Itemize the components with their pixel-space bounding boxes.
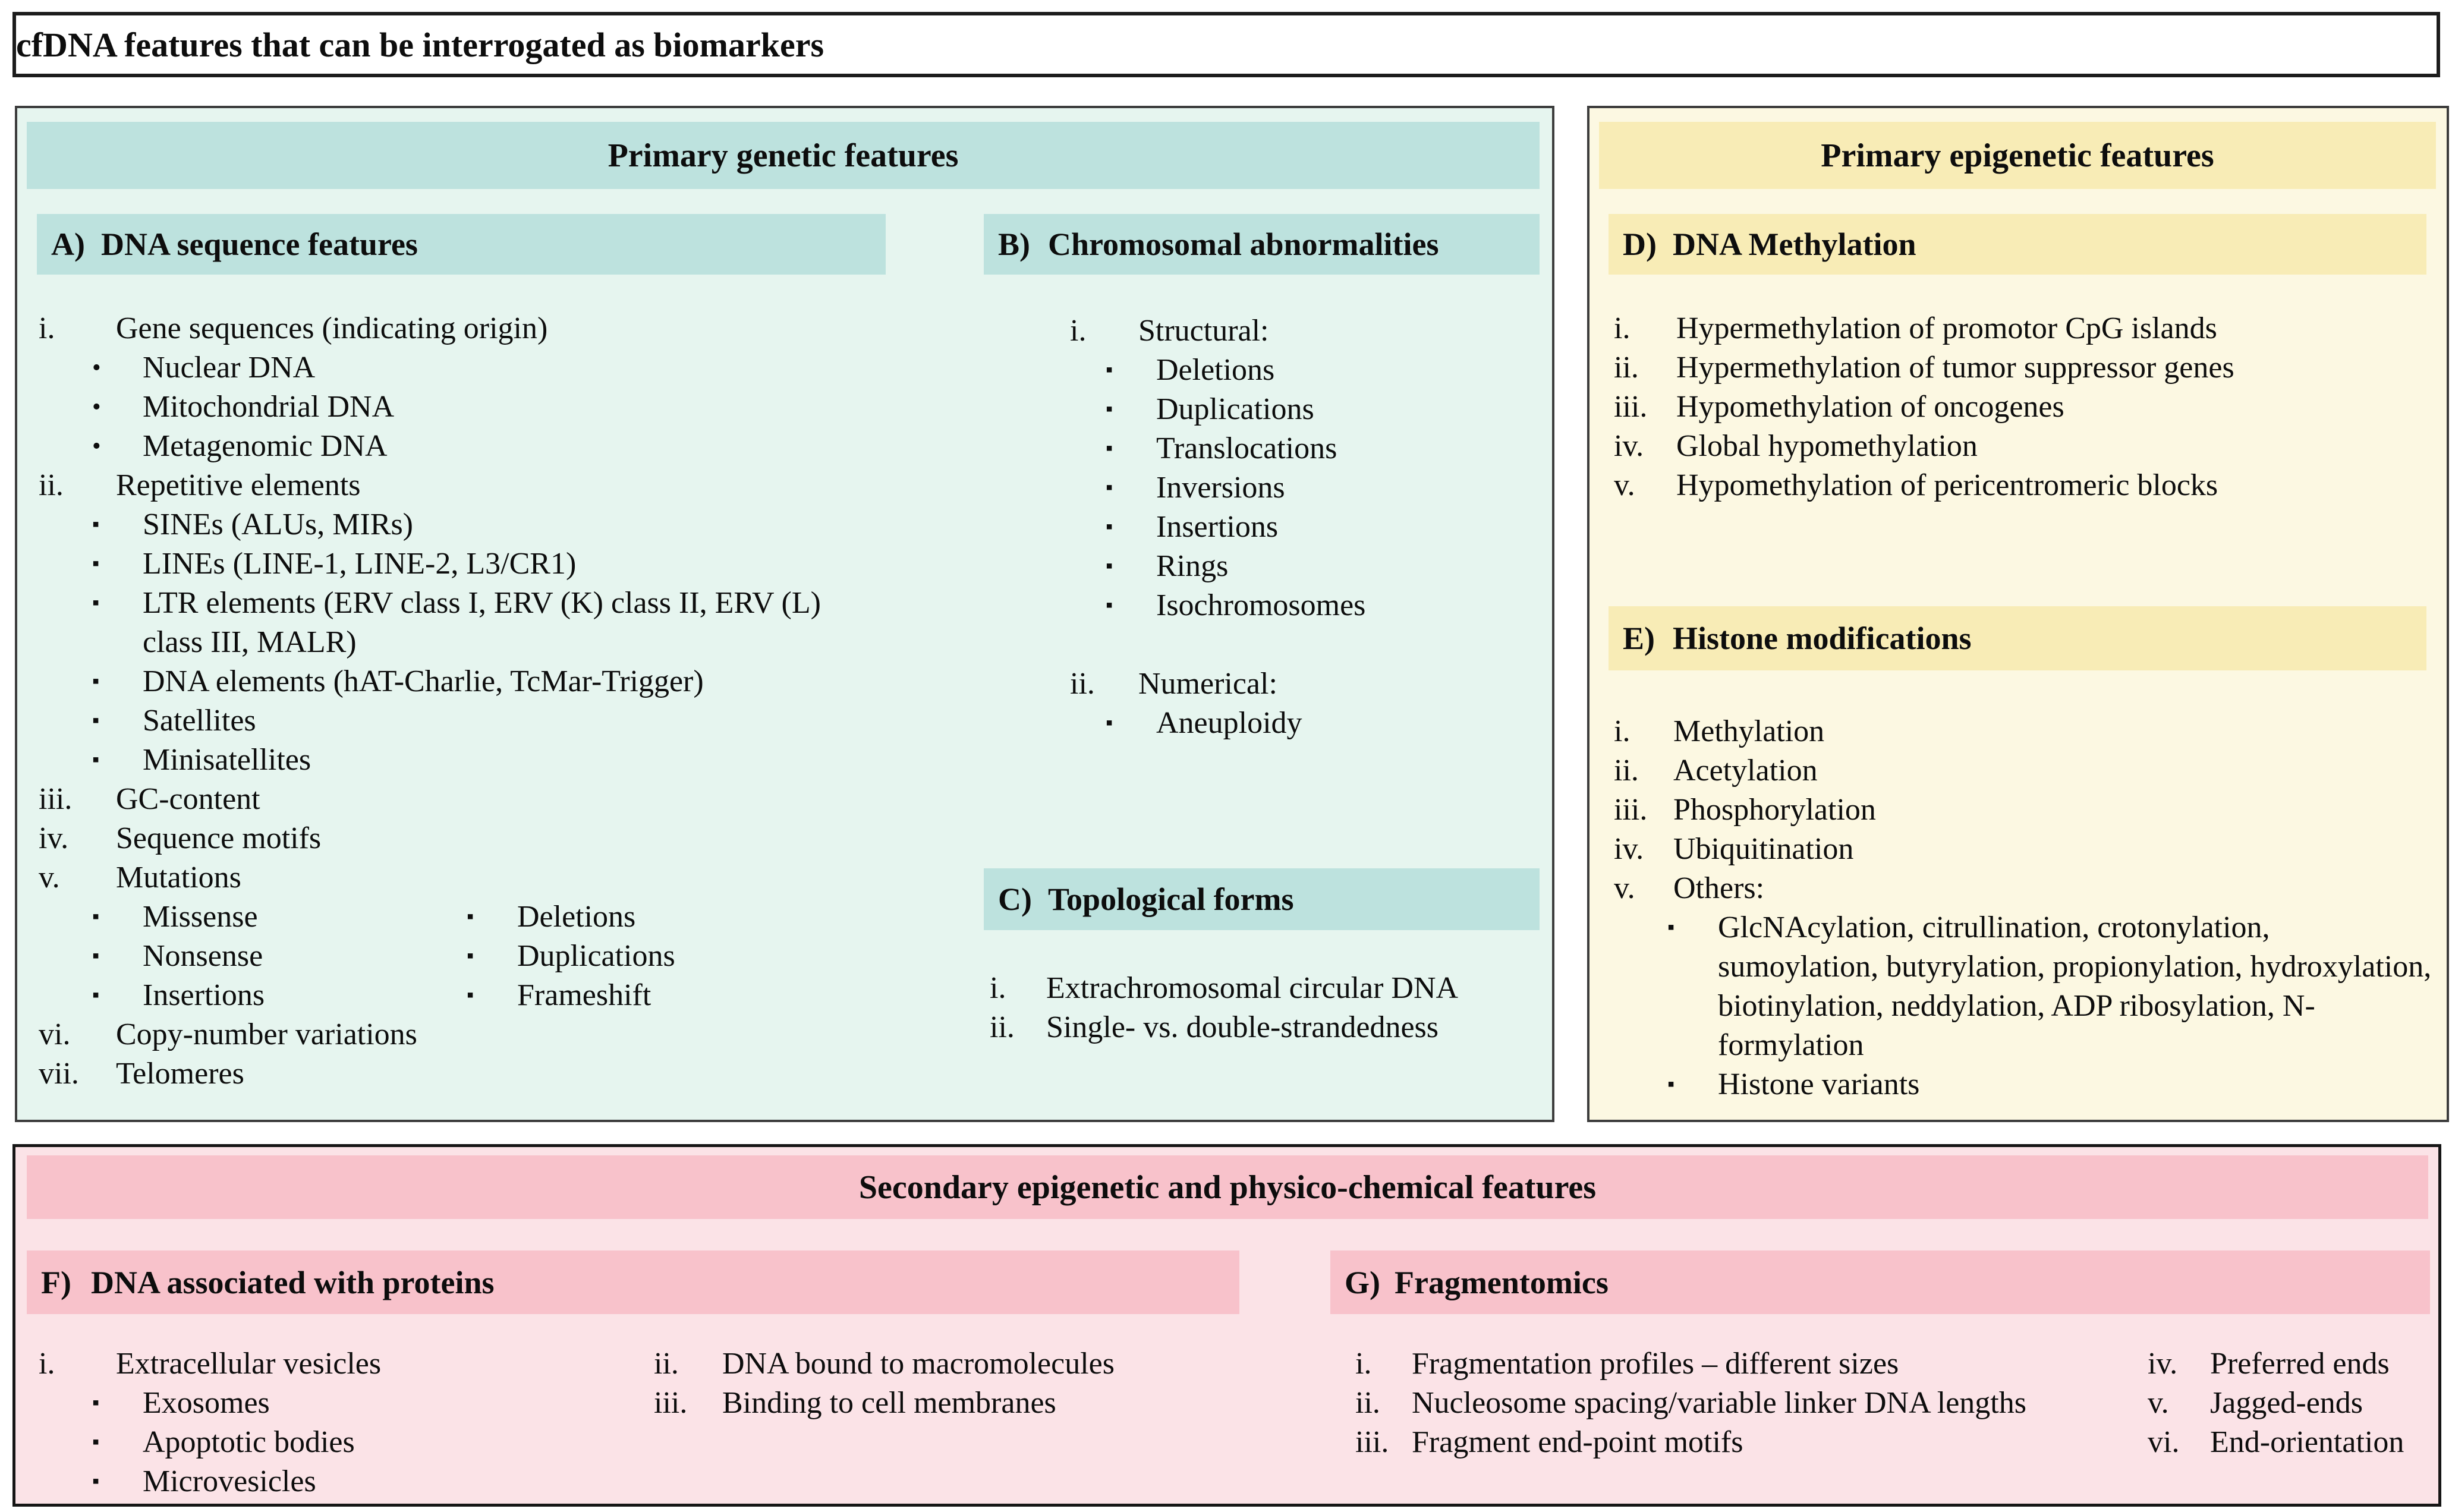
list-item-marker: vii. [39,1057,79,1091]
bullet-item [39,976,413,1015]
bullet-item-text: Inversions [1156,471,1285,505]
bullet-item [1070,704,1546,743]
square-bullet-icon: ▪ [1667,1073,1675,1095]
diagram-title: cfDNA features that can be interrogated as biomarkers [16,25,824,64]
list-item-text: Nucleosome spacing/variable linker DNA lengths [1412,1386,2026,1420]
bullet-item-text: Deletions [517,900,636,934]
list-item-marker: iii. [1614,793,1648,827]
primary-genetic-header [27,122,1540,189]
list-item [1070,311,1546,351]
list-item [1355,1423,2098,1462]
list-item-marker: ii. [654,1347,679,1381]
list-item [990,1008,1548,1047]
list-item-marker: iii. [39,782,73,816]
bullet-item-text: Duplications [517,939,675,973]
list-item [39,466,889,505]
list-item-text: Sequence motifs [116,821,322,855]
list-item-marker: i. [1614,714,1631,748]
list-item [1614,712,2437,751]
section-a-list [39,309,889,1094]
bullet-item [39,544,889,584]
list-item [1614,466,2434,505]
bullet-item-text: GlcNAcylation, citrullination, crotonylation, sumoylation, butyrylation, propionylation, hydroxylation, biotinylation, neddylation, ADP ribosylation, N-formylation [1718,911,2432,1062]
bullet-item-text: Aneuploidy [1156,706,1302,740]
section-d-header [1609,214,2426,275]
list-item-text: Jagged-ends [2210,1386,2363,1420]
bullet-item-text: Duplications [1156,392,1314,426]
list-item-marker: iii. [1355,1425,1389,1459]
diagram-title-box [12,12,2440,77]
secondary-header-label: Secondary epigenetic and physico-chemical features [858,1168,1597,1206]
list-item-text: Fragmentation profiles – different sizes [1412,1347,1899,1381]
bullet-item [39,427,889,466]
list-item [1070,664,1546,704]
square-bullet-icon: ▪ [92,553,100,575]
section-d-label: D) [1623,226,1657,262]
square-bullet-icon: ▪ [92,670,100,692]
bullet-item [1070,508,1546,547]
list-item [654,1344,1284,1384]
list-item-marker: ii. [990,1010,1015,1044]
bullet-item [39,897,413,937]
section-g-title: Fragmentomics [1395,1264,1609,1300]
primary-epigenetic-header [1599,122,2436,189]
square-bullet-icon: ▪ [92,749,100,771]
list-item-text: Others: [1673,871,1765,905]
bullet-item-text: Apoptotic bodies [143,1425,355,1459]
section-b-header [984,214,1540,275]
list-item [990,969,1548,1008]
list-item-text: Repetitive elements [116,468,361,502]
bullet-item-text: Microvesicles [143,1464,316,1498]
bullet-item-text: LTR elements (ERV class I, ERV (K) class II, ERV (L) class III, MALR) [143,586,821,659]
secondary-header [27,1155,2428,1219]
square-bullet-icon: ▪ [1106,516,1113,538]
bullet-item-text: Exosomes [143,1386,270,1420]
list-item-marker: vi. [2148,1425,2180,1459]
square-bullet-icon: ▪ [92,1470,100,1492]
section-d-title: DNA Methylation [1673,226,1916,262]
section-g-header [1330,1250,2430,1314]
square-bullet-icon: ▪ [1106,712,1113,734]
bullet-item [1070,390,1546,429]
list-item-text: Fragment end-point motifs [1412,1425,1743,1459]
square-bullet-icon: ▪ [1106,437,1113,459]
section-c-title: Topological forms [1048,881,1294,917]
bullet-item-text: Isochromosomes [1156,588,1366,622]
bullet-item [467,937,889,976]
bullet-item [39,348,889,388]
bullet-item [1070,586,1546,625]
section-g-label: G) [1345,1264,1380,1300]
square-bullet-icon: ▪ [1106,555,1113,577]
bullet-item [1614,908,2437,1065]
bullet-item [39,1462,639,1501]
section-e-list [1614,712,2437,1104]
bullet-item-text: Missense [143,900,258,934]
bullet-item-text: Nonsense [143,939,263,973]
list-item-marker: ii. [39,468,64,502]
list-item-marker: i. [39,311,55,345]
list-item [39,819,889,858]
list-item-text: Ubiquitination [1673,832,1854,866]
list-item-marker: ii. [1355,1386,1380,1420]
list-item-text: End-orientation [2210,1425,2404,1459]
list-item-marker: iv. [1614,832,1644,866]
bullet-item [1614,1065,2437,1104]
list-item [654,1384,1284,1423]
list-item-marker: ii. [1614,351,1639,385]
list-item [39,1344,639,1384]
list-item-text: Global hypomethylation [1676,429,1978,463]
list-item-marker: iv. [39,821,69,855]
section-a-header [37,214,886,275]
list-item-text: Single- vs. double-strandedness [1046,1010,1439,1044]
bullet-item-text: Histone variants [1718,1067,1920,1101]
bullet-item [39,937,413,976]
list-item-marker: i. [1355,1347,1372,1381]
bullet-item [39,1423,639,1462]
list-item-text: Binding to cell membranes [722,1386,1056,1420]
list-item-marker: ii. [1070,667,1095,701]
bullet-item [39,701,889,741]
bullet-item [39,388,889,427]
square-bullet-icon: ▪ [467,906,474,928]
list-item-text: Gene sequences (indicating origin) [116,311,548,345]
bullet-item [1070,468,1546,508]
bullet-item-text: Deletions [1156,353,1275,387]
list-item-text: Preferred ends [2210,1347,2390,1381]
bullet-item-text: Minisatellites [143,743,311,777]
list-item-text: Hypermethylation of tumor suppressor genes [1676,351,2234,385]
list-item-text: Extrachromosomal circular DNA [1046,971,1459,1005]
section-b-label: B) [998,226,1030,262]
list-item-text: Acetylation [1673,754,1818,788]
square-bullet-icon: ▪ [92,514,100,536]
square-bullet-icon: ▪ [92,906,100,928]
list-item [1614,790,2437,830]
section-b-title: Chromosomal abnormalities [1048,226,1439,262]
bullet-column-right [467,897,889,1015]
list-item-text: DNA bound to macromolecules [722,1347,1115,1381]
square-bullet-icon: ▪ [92,592,100,614]
bullet-item-text: Rings [1156,549,1229,583]
square-bullet-icon: ▪ [92,710,100,732]
bullet-item [467,976,889,1015]
square-bullet-icon: ▪ [92,945,100,967]
primary-genetic-header-label: Primary genetic features [608,137,959,174]
list-item [39,1054,889,1094]
square-bullet-icon: ▪ [1667,916,1675,938]
list-item [1614,309,2434,348]
bullet-item-text: Frameshift [517,978,651,1012]
bullet-item-text: DNA elements (hAT-Charlie, TcMar-Trigger) [143,664,704,698]
square-bullet-icon: ▪ [467,945,474,967]
section-f-list-column-1 [39,1344,639,1501]
list-item-marker: iv. [1614,429,1644,463]
list-item [39,309,889,348]
list-item-text: Extracellular vesicles [116,1347,382,1381]
list-item [1614,830,2437,869]
list-item-text: Hypomethylation of pericentromeric blocks [1676,468,2218,502]
list-item-marker: i. [39,1347,55,1381]
square-bullet-icon: ▪ [92,1431,100,1453]
square-bullet-icon: ▪ [1106,359,1113,381]
section-g-list-column-1 [1355,1344,2098,1462]
section-b-list [1070,311,1546,743]
section-f-list-column-2 [654,1344,1284,1423]
list-item [2148,1384,2445,1423]
bullet-column-left [39,897,413,1015]
bullet-item-text: Insertions [143,978,265,1012]
section-f-title: DNA associated with proteins [91,1264,495,1300]
list-item-text: Telomeres [116,1057,244,1091]
list-item-marker: i. [1070,314,1087,348]
bullet-item [467,897,889,937]
list-item-text: Methylation [1673,714,1825,748]
list-item [1614,869,2437,908]
square-bullet-icon: ▪ [1106,398,1113,420]
list-item [39,1015,889,1054]
list-item [1614,427,2434,466]
list-item [2148,1423,2445,1462]
square-bullet-icon: ▪ [1106,477,1113,499]
bullet-item-text: Metagenomic DNA [143,429,388,463]
bullet-item-text: SINEs (ALUs, MIRs) [143,508,413,541]
list-item-marker: v. [2148,1386,2169,1420]
list-item [39,780,889,819]
bullet-item [1070,351,1546,390]
two-column-bullets [39,897,889,1015]
bullet-item [1070,429,1546,468]
list-item-marker: v. [1614,468,1635,502]
bullet-item [1070,547,1546,586]
bullet-item [39,584,889,662]
list-item [39,858,889,897]
list-item-marker: i. [1614,311,1631,345]
list-item-text: GC-content [116,782,260,816]
section-f-label: F) [41,1264,71,1300]
section-f-header [27,1250,1239,1314]
list-item [1614,388,2434,427]
bullet-item-text: Satellites [143,704,256,738]
bullet-item [39,741,889,780]
list-item [1355,1344,2098,1384]
dot-bullet-icon: • [92,433,101,460]
list-item-marker: vi. [39,1018,71,1051]
section-g-list-column-2 [2148,1344,2445,1462]
bullet-item-text: Translocations [1156,431,1337,465]
list-item-text: Hypomethylation of oncogenes [1676,390,2064,424]
list-item-marker: iii. [1614,390,1648,424]
list-item [2148,1344,2445,1384]
list-item-marker: iv. [2148,1347,2178,1381]
dot-bullet-icon: • [92,393,101,421]
bullet-item-text: LINEs (LINE-1, LINE-2, L3/CR1) [143,547,577,581]
list-item [1614,348,2434,388]
bullet-item-text: Insertions [1156,510,1279,544]
bullet-item-text: Mitochondrial DNA [143,390,395,424]
bullet-item-text: Nuclear DNA [143,351,316,385]
list-item-text: Phosphorylation [1673,793,1876,827]
square-bullet-icon: ▪ [92,1392,100,1414]
section-d-list [1614,309,2434,505]
square-bullet-icon: ▪ [467,984,474,1006]
section-e-title: Histone modifications [1673,620,1972,656]
list-item-marker: ii. [1614,754,1639,788]
square-bullet-icon: ▪ [1106,594,1113,616]
list-item-text: Copy-number variations [116,1018,417,1051]
section-e-header [1609,606,2426,670]
square-bullet-icon: ▪ [92,984,100,1006]
list-item-text: Numerical: [1138,667,1277,701]
list-item-marker: v. [39,861,60,894]
list-item [1614,751,2437,790]
section-c-label: C) [998,881,1032,917]
dot-bullet-icon: • [92,354,101,382]
section-a-title: DNA sequence features [101,226,418,262]
bullet-item [39,662,889,701]
list-item [1355,1384,2098,1423]
list-item-text: Structural: [1138,314,1269,348]
bullet-item [39,1384,639,1423]
list-item-text: Hypermethylation of promotor CpG islands [1676,311,2217,345]
section-e-label: E) [1623,620,1655,656]
section-c-header [984,868,1540,930]
section-c-list [990,969,1548,1047]
list-item-marker: v. [1614,871,1635,905]
primary-epigenetic-header-label: Primary epigenetic features [1821,137,2214,174]
list-item-text: Mutations [116,861,241,894]
list-item-marker: i. [990,971,1006,1005]
list-item-marker: iii. [654,1386,688,1420]
section-a-label: A) [51,226,85,262]
list-gap [1070,625,1546,664]
bullet-item [39,505,889,544]
